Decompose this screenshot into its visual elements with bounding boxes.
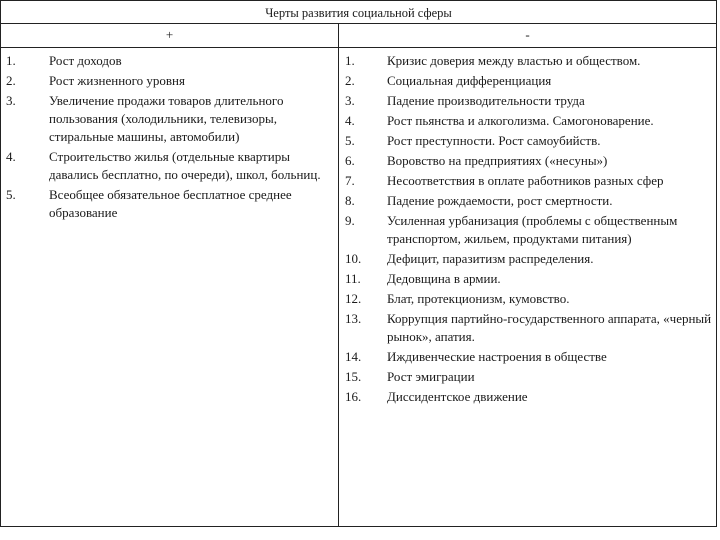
list-item <box>345 72 715 90</box>
item-number: 3. <box>6 93 16 108</box>
item-text: Несоответствия в оплате работников разных сфер <box>387 173 664 188</box>
item-text: Увеличение продажи товаров длительного пользования (холодильники, телевизоры, стиральные машины, автомобили) <box>49 93 284 144</box>
item-text: Падение рождаемости, рост смертности. <box>387 193 613 208</box>
table-title: Черты развития социальной сферы <box>1 1 716 24</box>
item-text: Рост преступности. Рост самоубийств. <box>387 133 601 148</box>
item-text: Социальная дифференциация <box>387 73 552 88</box>
minus-list <box>345 52 715 408</box>
item-text: Коррупция партийно-государственного аппарата, «черный рынок», апатия. <box>387 311 712 344</box>
item-text: Всеобщее обязательное бесплатное среднее образование <box>49 187 292 220</box>
item-number: 11. <box>345 271 361 286</box>
list-item <box>6 186 326 222</box>
list-item <box>345 348 715 366</box>
item-number: 9. <box>345 213 355 228</box>
item-number: 3. <box>345 93 355 108</box>
item-text: Блат, протекционизм, кумовство. <box>387 291 570 306</box>
item-text: Дефицит, паразитизм распределения. <box>387 251 594 266</box>
list-item <box>6 52 326 70</box>
list-item <box>345 52 715 70</box>
item-number: 7. <box>345 173 355 188</box>
item-number: 2. <box>345 73 355 88</box>
item-number: 5. <box>345 133 355 148</box>
item-text: Падение производительности труда <box>387 93 585 108</box>
item-text: Рост доходов <box>49 53 122 68</box>
list-item <box>345 212 715 248</box>
list-item <box>345 112 715 130</box>
item-text: Строительство жилья (отдельные квартиры давались бесплатно, по очереди), школ, больниц. <box>49 149 321 182</box>
item-text: Рост эмиграции <box>387 369 475 384</box>
column-divider <box>338 47 339 526</box>
list-item <box>345 388 715 406</box>
item-number: 4. <box>345 113 355 128</box>
item-number: 16. <box>345 389 362 404</box>
list-item <box>345 250 715 268</box>
item-number: 2. <box>6 73 16 88</box>
list-item <box>345 132 715 150</box>
list-item <box>345 172 715 190</box>
item-number: 1. <box>345 53 355 68</box>
item-number: 5. <box>6 187 16 202</box>
plus-column-header: + <box>1 23 339 48</box>
minus-column-header: - <box>339 23 716 48</box>
list-item <box>345 92 715 110</box>
list-item <box>345 310 715 346</box>
item-number: 14. <box>345 349 362 364</box>
item-number: 1. <box>6 53 16 68</box>
list-item <box>6 72 326 90</box>
list-item <box>345 270 715 288</box>
item-text: Усиленная урбанизация (проблемы с общественным транспортом, жильем, продуктами питания) <box>387 213 678 246</box>
item-number: 6. <box>345 153 355 168</box>
item-text: Диссидентское движение <box>387 389 528 404</box>
item-number: 8. <box>345 193 355 208</box>
item-text: Иждивенческие настроения в обществе <box>387 349 607 364</box>
list-item <box>345 152 715 170</box>
list-item <box>6 148 326 184</box>
item-number: 15. <box>345 369 362 384</box>
item-number: 10. <box>345 251 362 266</box>
item-text: Рост жизненного уровня <box>49 73 185 88</box>
item-text: Дедовщина в армии. <box>387 271 501 286</box>
list-item <box>6 92 326 146</box>
item-number: 13. <box>345 311 362 326</box>
item-number: 12. <box>345 291 362 306</box>
item-number: 4. <box>6 149 16 164</box>
plus-list <box>6 52 326 224</box>
list-item <box>345 290 715 308</box>
item-text: Кризис доверия между властью и обществом. <box>387 53 641 68</box>
item-text: Рост пьянства и алкоголизма. Самогоноварение. <box>387 113 654 128</box>
list-item <box>345 192 715 210</box>
list-item <box>345 368 715 386</box>
item-text: Воровство на предприятиях («несуны») <box>387 153 608 168</box>
